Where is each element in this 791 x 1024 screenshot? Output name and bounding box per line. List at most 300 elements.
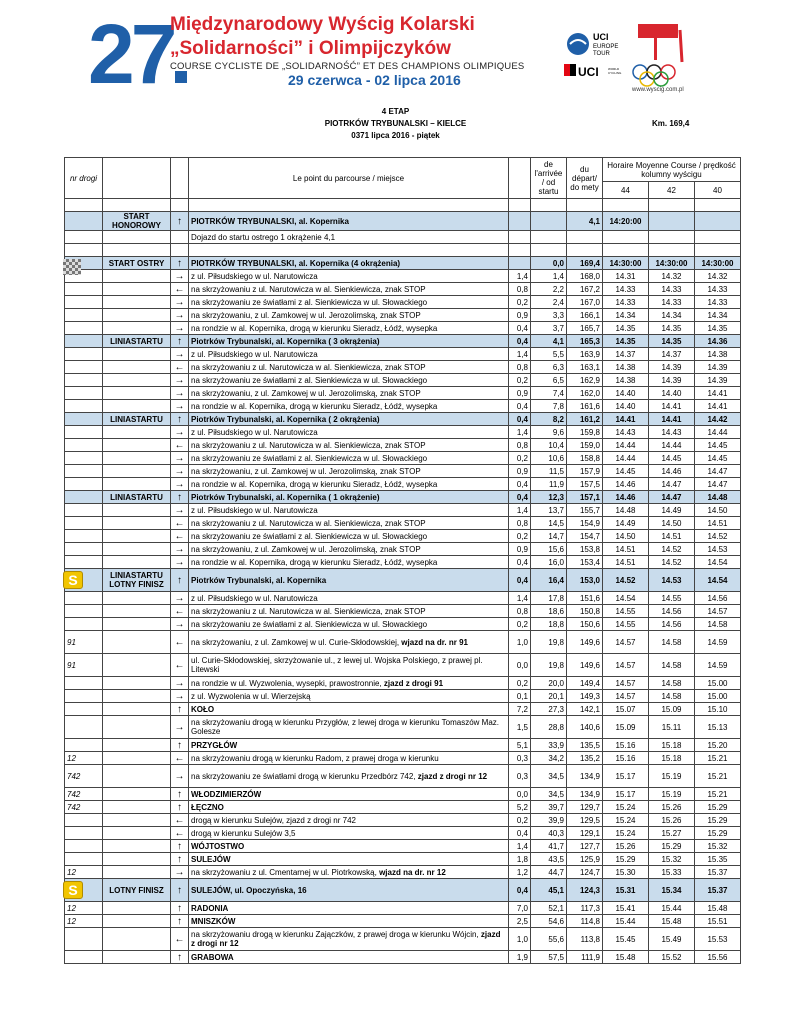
table-row <box>65 374 741 387</box>
road-number-cell <box>65 296 103 309</box>
point-text-bold: RADONIA <box>191 903 229 913</box>
point-text: PIOTRKÓW TRYBUNALSKI, al. Kopernika (4 okrążenia) <box>191 258 401 268</box>
segment-km-cell: 0,4 <box>509 413 531 426</box>
from-start-cell: 9,6 <box>531 426 567 439</box>
direction-arrow-icon: → <box>171 322 189 335</box>
segment-km-cell: 0,0 <box>509 788 531 801</box>
segment-km-cell: 0,4 <box>509 569 531 592</box>
time-44-cell: 14.38 <box>603 361 649 374</box>
road-number-cell <box>65 517 103 530</box>
point-description <box>189 654 509 677</box>
point-type-cell <box>103 413 171 426</box>
time-42-cell: 15.18 <box>649 739 695 752</box>
checkered-flag-icon <box>63 259 81 275</box>
to-finish-cell: 125,9 <box>567 853 603 866</box>
point-type-cell <box>103 270 171 283</box>
time-40-cell <box>695 231 741 244</box>
direction-arrow-icon: ← <box>171 631 189 654</box>
point-type-cell <box>103 677 171 690</box>
time-40-cell: 14.36 <box>695 335 741 348</box>
to-finish-cell: 166,1 <box>567 309 603 322</box>
time-40-cell: 14.58 <box>695 618 741 631</box>
road-number-cell <box>65 618 103 631</box>
point-description <box>189 283 509 296</box>
from-start-cell: 17,8 <box>531 592 567 605</box>
to-finish-cell: 150,8 <box>567 605 603 618</box>
table-row <box>65 569 741 592</box>
table-row <box>65 491 741 504</box>
time-40-cell: 15.00 <box>695 690 741 703</box>
time-44-cell: 14.57 <box>603 654 649 677</box>
point-text: na skrzyżowaniu ze światłami z al. Sienkiewicza w ul. Słowackiego <box>191 375 428 385</box>
point-description <box>189 491 509 504</box>
point-type-cell <box>103 765 171 788</box>
point-text: SULEJÓW, ul. Opoczyńska, 16 <box>191 885 307 895</box>
time-44-cell: 14.51 <box>603 556 649 569</box>
segment-km-cell: 0,9 <box>509 465 531 478</box>
to-finish-cell: 129,5 <box>567 814 603 827</box>
from-start-cell: 14,5 <box>531 517 567 530</box>
table-row <box>65 478 741 491</box>
direction-arrow-icon: → <box>171 556 189 569</box>
point-text: na skrzyżowaniu z ul. Narutowicza w al. Sienkiewicza, znak STOP <box>191 362 426 372</box>
point-description <box>189 374 509 387</box>
point-description <box>189 618 509 631</box>
from-start-cell: 34,5 <box>531 788 567 801</box>
direction-arrow-icon: ↑ <box>171 335 189 348</box>
time-44-cell: 14:30:00 <box>603 257 649 270</box>
stage-distance: Km. 169,4 <box>652 119 690 128</box>
point-text: PIOTRKÓW TRYBUNALSKI, al. Kopernika <box>191 216 349 226</box>
from-start-cell: 2,2 <box>531 283 567 296</box>
road-number-cell: 12 <box>65 866 103 879</box>
road-number-cell <box>65 690 103 703</box>
time-44-cell: 14.38 <box>603 374 649 387</box>
point-description <box>189 703 509 716</box>
time-40-cell: 14.47 <box>695 465 741 478</box>
direction-arrow-icon: ← <box>171 752 189 765</box>
table-row <box>65 827 741 840</box>
table-row <box>65 915 741 928</box>
to-finish-cell: 163,1 <box>567 361 603 374</box>
table-row <box>65 257 741 270</box>
time-40-cell: 14.56 <box>695 592 741 605</box>
from-start-cell: 43,5 <box>531 853 567 866</box>
race-logo-icon <box>630 22 690 92</box>
point-description <box>189 452 509 465</box>
road-number-cell <box>65 283 103 296</box>
point-text-bold: SULEJÓW <box>191 854 231 864</box>
time-40-cell: 14.34 <box>695 309 741 322</box>
point-description <box>189 322 509 335</box>
direction-arrow-icon: ↑ <box>171 739 189 752</box>
time-42-cell: 15.49 <box>649 928 695 951</box>
svg-text:CYCLING: CYCLING <box>608 71 622 75</box>
to-finish-cell: 165,7 <box>567 322 603 335</box>
point-type-cell <box>103 361 171 374</box>
time-40-cell: 14.59 <box>695 631 741 654</box>
point-type-cell <box>103 543 171 556</box>
point-type-cell <box>68 569 171 592</box>
segment-km-cell: 0,4 <box>509 556 531 569</box>
time-44-cell: 14.54 <box>603 592 649 605</box>
time-42-cell: 15.34 <box>649 879 695 902</box>
time-40-cell: 14.53 <box>695 543 741 556</box>
point-text: na rondzie w al. Kopernika, drogą w kierunku Sieradz, Łódź, wysepka <box>191 323 438 333</box>
point-description <box>189 592 509 605</box>
time-42-cell: 14.47 <box>649 478 695 491</box>
segment-km-cell: 5,2 <box>509 801 531 814</box>
to-finish-cell: 149,3 <box>567 690 603 703</box>
table-row <box>65 465 741 478</box>
point-description <box>189 814 509 827</box>
header-speed-40: 40 <box>695 182 741 199</box>
time-42-cell: 14.41 <box>649 413 695 426</box>
point-description <box>189 690 509 703</box>
time-42-cell: 15.27 <box>649 827 695 840</box>
time-40-cell: 15.35 <box>695 853 741 866</box>
to-finish-cell: 155,7 <box>567 504 603 517</box>
segment-km-cell: 1,2 <box>509 866 531 879</box>
direction-arrow-icon: → <box>171 690 189 703</box>
time-44-cell: 15.17 <box>603 788 649 801</box>
point-description <box>189 478 509 491</box>
direction-arrow-icon: ↑ <box>171 840 189 853</box>
from-start-cell: 3,7 <box>531 322 567 335</box>
to-finish-cell: 111,9 <box>567 951 603 964</box>
from-start-cell: 7,8 <box>531 400 567 413</box>
point-type-label: LINIASTARTU LOTNY FINISZ <box>109 571 164 589</box>
from-start-cell: 33,9 <box>531 739 567 752</box>
direction-arrow-icon: → <box>171 543 189 556</box>
table-row <box>65 361 741 374</box>
race-title-line1: Międzynarodowy Wyścig Kolarski <box>170 14 475 35</box>
to-finish-cell: 168,0 <box>567 270 603 283</box>
from-start-cell: 45,1 <box>531 879 567 902</box>
time-42-cell: 14.39 <box>649 374 695 387</box>
to-finish-cell: 153,4 <box>567 556 603 569</box>
road-number-cell <box>65 677 103 690</box>
point-type-cell <box>103 212 171 231</box>
segment-km-cell: 0,2 <box>509 814 531 827</box>
point-text: na skrzyżowaniu z ul. Cmentarnej w ul. Piotrkowską, <box>191 867 380 877</box>
road-number-cell <box>65 543 103 556</box>
svg-text:WORLD: WORLD <box>608 67 620 71</box>
segment-km-cell: 0,8 <box>509 439 531 452</box>
segment-km-cell: 2,5 <box>509 915 531 928</box>
table-row <box>65 413 741 426</box>
to-finish-cell: 154,9 <box>567 517 603 530</box>
segment-km-cell: 0,8 <box>509 361 531 374</box>
table-row <box>65 716 741 739</box>
time-40-cell: 14.54 <box>695 556 741 569</box>
time-40-cell: 14.42 <box>695 413 741 426</box>
point-text: na skrzyżowaniu z ul. Narutowicza w al. Sienkiewicza, znak STOP <box>191 440 426 450</box>
stage-number: 4 ETAP <box>381 107 410 116</box>
road-number-cell <box>65 739 103 752</box>
segment-km-cell: 0,8 <box>509 517 531 530</box>
table-row <box>65 654 741 677</box>
from-start-cell: 40,3 <box>531 827 567 840</box>
point-description <box>189 530 509 543</box>
time-42-cell: 14.58 <box>649 654 695 677</box>
time-40-cell: 14.54 <box>695 569 741 592</box>
table-row <box>65 387 741 400</box>
time-42-cell: 14.34 <box>649 309 695 322</box>
point-description <box>189 212 509 231</box>
time-42-cell: 14.52 <box>649 543 695 556</box>
time-44-cell: 14.55 <box>603 618 649 631</box>
table-row <box>65 504 741 517</box>
point-type-cell <box>103 257 171 270</box>
point-description <box>189 556 509 569</box>
time-44-cell <box>603 231 649 244</box>
table-row <box>65 951 741 964</box>
to-finish-cell: 159,8 <box>567 426 603 439</box>
point-text: na skrzyżowaniu, z ul. Zamkowej w ul. Jerozolimską, znak STOP <box>191 388 421 398</box>
from-start-cell: 52,1 <box>531 902 567 915</box>
time-40-cell: 14.39 <box>695 374 741 387</box>
segment-km-cell: 0,4 <box>509 478 531 491</box>
time-44-cell: 14.50 <box>603 530 649 543</box>
segment-km-cell: 0,4 <box>509 400 531 413</box>
segment-km-cell: 0,1 <box>509 690 531 703</box>
to-finish-cell: 153,0 <box>567 569 603 592</box>
point-type-cell <box>103 374 171 387</box>
road-number-cell <box>65 309 103 322</box>
time-42-cell: 14.53 <box>649 569 695 592</box>
time-44-cell: 15.41 <box>603 902 649 915</box>
point-text: Piotrków Trybunalski, al. Kopernika ( 1 okrążenie) <box>191 492 380 502</box>
time-44-cell: 14.44 <box>603 452 649 465</box>
segment-km-cell: 0,4 <box>509 491 531 504</box>
point-description <box>189 387 509 400</box>
point-type-cell <box>103 439 171 452</box>
point-text: na skrzyżowaniu, z ul. Zamkowej w ul. Jerozolimską, znak STOP <box>191 310 421 320</box>
point-description <box>189 788 509 801</box>
from-start-cell: 11,5 <box>531 465 567 478</box>
time-44-cell: 14.55 <box>603 605 649 618</box>
route-table <box>64 157 741 964</box>
road-number-cell: 12 <box>65 752 103 765</box>
point-type-cell <box>103 426 171 439</box>
to-finish-cell: 153,8 <box>567 543 603 556</box>
website-url: www.wyscig.com.pl <box>632 87 684 93</box>
table-row <box>65 199 741 212</box>
race-title-line2: „Solidarności” i Olimpijczyków <box>170 38 451 59</box>
from-start-cell: 14,7 <box>531 530 567 543</box>
from-start-cell: 19,8 <box>531 654 567 677</box>
time-44-cell: 15.24 <box>603 801 649 814</box>
time-44-cell: 14.44 <box>603 439 649 452</box>
direction-arrow-icon: ↑ <box>171 491 189 504</box>
from-start-cell: 16,0 <box>531 556 567 569</box>
table-row <box>65 322 741 335</box>
point-text-bold: wjazd na dr. nr 12 <box>379 867 446 877</box>
point-text: drogą w kierunku Sulejów 3,5 <box>191 828 296 838</box>
time-44-cell: 15.16 <box>603 752 649 765</box>
time-42-cell: 15.09 <box>649 703 695 716</box>
time-40-cell: 14.41 <box>695 400 741 413</box>
point-text-bold: wjazd na dr. nr 91 <box>401 637 468 647</box>
time-42-cell: 14.58 <box>649 690 695 703</box>
point-type-label: LINIASTARTU <box>110 336 163 346</box>
time-40-cell: 14.39 <box>695 361 741 374</box>
point-type-cell <box>103 788 171 801</box>
point-type-cell <box>103 631 171 654</box>
point-description <box>189 439 509 452</box>
point-type-label: LINIASTARTU <box>110 492 163 502</box>
time-44-cell: 14.57 <box>603 677 649 690</box>
point-description <box>189 400 509 413</box>
time-42-cell: 14.37 <box>649 348 695 361</box>
point-text: na skrzyżowaniu z ul. Narutowicza w al. Sienkiewicza, znak STOP <box>191 284 426 294</box>
direction-arrow-icon: ↑ <box>171 879 189 902</box>
point-description <box>189 413 509 426</box>
direction-arrow-icon: ← <box>171 814 189 827</box>
time-44-cell: 15.44 <box>603 915 649 928</box>
point-text: ul. Curie-Skłodowskiej, skrzyżowanie ul., z lewej ul. Wojska Polskiego, z prawej pl. Litewski <box>191 656 483 674</box>
time-44-cell: 14.35 <box>603 335 649 348</box>
to-finish-cell: 167,0 <box>567 296 603 309</box>
to-finish-cell: 135,2 <box>567 752 603 765</box>
time-42-cell: 14.41 <box>649 400 695 413</box>
point-description <box>189 517 509 530</box>
sprint-icon: S <box>63 571 83 589</box>
time-42-cell: 14.39 <box>649 361 695 374</box>
to-finish-cell: 161,2 <box>567 413 603 426</box>
from-start-cell: 3,3 <box>531 309 567 322</box>
table-row <box>65 517 741 530</box>
direction-arrow-icon: → <box>171 765 189 788</box>
time-42-cell: 14.32 <box>649 270 695 283</box>
point-description <box>189 257 509 270</box>
time-40-cell <box>695 212 741 231</box>
time-40-cell: 14.45 <box>695 452 741 465</box>
segment-km-cell <box>509 212 531 231</box>
time-42-cell: 15.26 <box>649 814 695 827</box>
point-type-label: LOTNY FINISZ <box>109 885 164 895</box>
direction-arrow-icon: ↑ <box>171 703 189 716</box>
point-type-cell <box>103 387 171 400</box>
segment-km-cell: 0,9 <box>509 309 531 322</box>
time-42-cell: 15.26 <box>649 801 695 814</box>
point-text: na skrzyżowaniu, z ul. Zamkowej w ul. Curie-Skłodowskiej, <box>191 637 402 647</box>
time-44-cell: 15.31 <box>603 879 649 902</box>
to-finish-cell: 169,4 <box>567 257 603 270</box>
time-42-cell: 14.33 <box>649 283 695 296</box>
point-type-cell <box>103 400 171 413</box>
point-description <box>189 902 509 915</box>
point-description <box>189 853 509 866</box>
segment-km-cell: 0,4 <box>509 879 531 902</box>
time-42-cell: 15.19 <box>649 788 695 801</box>
from-start-cell <box>531 231 567 244</box>
direction-arrow-icon: → <box>171 478 189 491</box>
point-text: Piotrków Trybunalski, al. Kopernika ( 2 okrążenia) <box>191 414 380 424</box>
point-description <box>189 801 509 814</box>
table-row <box>65 530 741 543</box>
segment-km-cell <box>509 257 531 270</box>
stage-date: 0371 lipca 2016 - piątek <box>351 131 440 140</box>
point-description <box>189 605 509 618</box>
segment-km-cell: 1,4 <box>509 504 531 517</box>
point-type-cell <box>103 478 171 491</box>
point-type-cell <box>103 739 171 752</box>
to-finish-cell: 140,6 <box>567 716 603 739</box>
to-finish-cell: 149,6 <box>567 631 603 654</box>
to-finish-cell: 154,7 <box>567 530 603 543</box>
segment-km-cell: 1,4 <box>509 270 531 283</box>
time-42-cell: 14.55 <box>649 592 695 605</box>
time-40-cell: 15.21 <box>695 788 741 801</box>
point-description <box>189 827 509 840</box>
table-row <box>65 814 741 827</box>
direction-arrow-icon: → <box>171 296 189 309</box>
road-number-cell <box>65 951 103 964</box>
table-row <box>65 853 741 866</box>
table-row <box>65 270 741 283</box>
point-text: na skrzyżowaniu drogą w kierunku Przygłów, z lewej droga w kierunku Tomaszów Maz. Golesze <box>191 718 499 736</box>
from-start-cell: 41,7 <box>531 840 567 853</box>
from-start-cell: 34,2 <box>531 752 567 765</box>
time-44-cell: 15.07 <box>603 703 649 716</box>
time-44-cell: 15.45 <box>603 928 649 951</box>
road-number-cell <box>65 231 103 244</box>
time-40-cell: 15.29 <box>695 814 741 827</box>
to-finish-cell: 134,9 <box>567 765 603 788</box>
point-type-cell <box>103 840 171 853</box>
point-type-cell <box>103 465 171 478</box>
to-finish-cell: 142,1 <box>567 703 603 716</box>
segment-km-cell: 0,2 <box>509 530 531 543</box>
time-44-cell: 14:20:00 <box>603 212 649 231</box>
road-number-cell <box>65 530 103 543</box>
direction-arrow-icon: → <box>171 504 189 517</box>
point-type-cell <box>103 752 171 765</box>
to-finish-cell: 159,0 <box>567 439 603 452</box>
sprint-icon: S <box>63 881 83 899</box>
svg-text:EUROPE: EUROPE <box>593 44 619 50</box>
time-40-cell: 14.50 <box>695 504 741 517</box>
time-40-cell: 15.53 <box>695 928 741 951</box>
time-40-cell: 15.51 <box>695 915 741 928</box>
point-text: na rondzie w al. Kopernika, drogą w kierunku Sieradz, Łódź, wysepka <box>191 479 438 489</box>
road-number-cell <box>65 465 103 478</box>
direction-arrow-icon: → <box>171 400 189 413</box>
direction-arrow-icon: → <box>171 452 189 465</box>
point-description <box>189 504 509 517</box>
segment-km-cell: 0,0 <box>509 654 531 677</box>
table-row <box>65 866 741 879</box>
segment-km-cell: 0,3 <box>509 752 531 765</box>
from-start-cell: 39,9 <box>531 814 567 827</box>
segment-km-cell: 0,8 <box>509 283 531 296</box>
point-text-bold: GRABOWA <box>191 952 234 962</box>
road-number-cell <box>65 212 103 231</box>
road-number-cell <box>65 348 103 361</box>
time-42-cell: 14:30:00 <box>649 257 695 270</box>
point-description <box>189 765 509 788</box>
to-finish-cell: 127,7 <box>567 840 603 853</box>
point-text: z ul. Piłsudskiego w ul. Narutowicza <box>191 349 318 359</box>
to-finish-cell: 157,1 <box>567 491 603 504</box>
from-start-cell: 16,4 <box>531 569 567 592</box>
table-row <box>65 703 741 716</box>
header-speed-44: 44 <box>603 182 649 199</box>
time-42-cell <box>649 212 695 231</box>
table-row <box>65 212 741 231</box>
